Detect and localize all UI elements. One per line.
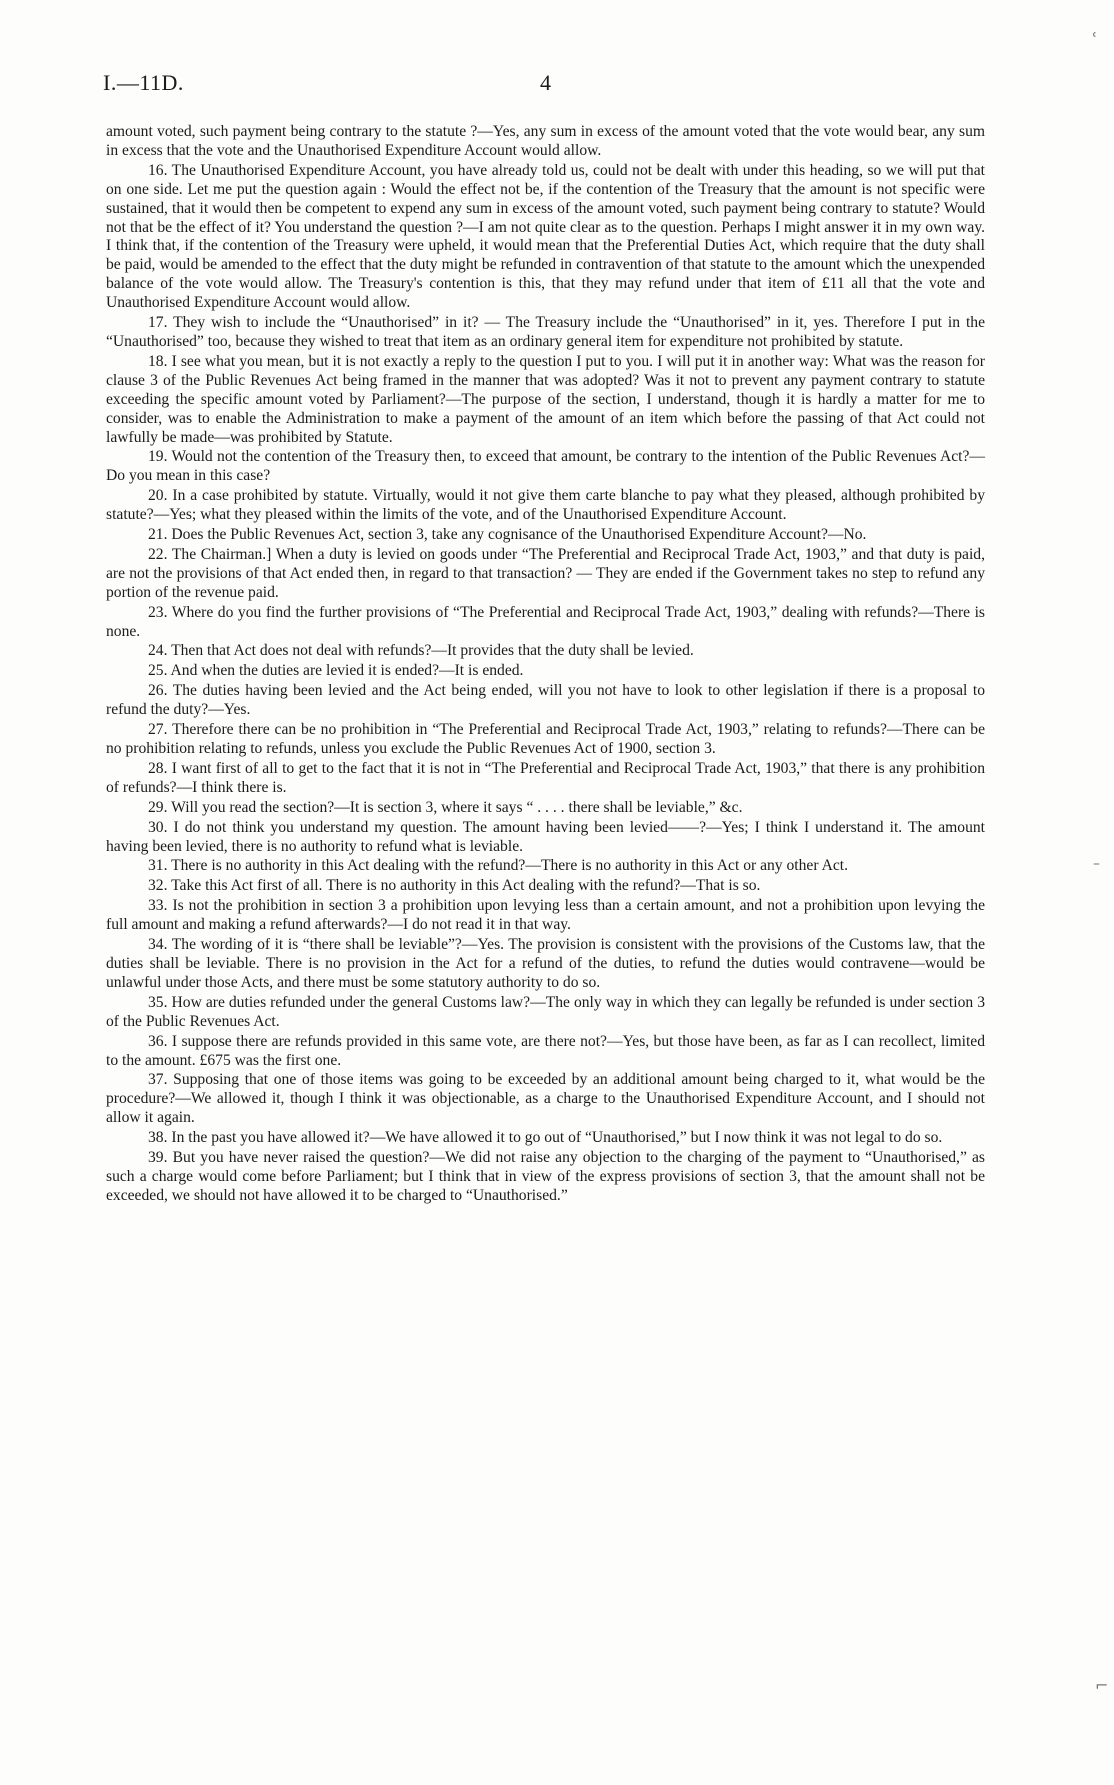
paragraph-continuation: amount voted, such payment being contrary to the statute ?—Yes, any sum in excess of the amount voted that the vote would bear, any sum in excess that the vote and the Unauthorised Expenditure Account would allow. (106, 123, 985, 159)
question-27: 27. Therefore there can be no prohibition in “The Preferential and Reciprocal Trade Act, 1903,” relating to refunds?—There can be no prohibition relating to refunds, unless you exclude the Public Revenues Act of 1900, section 3. (106, 721, 985, 757)
question-39: 39. But you have never raised the question?—We did not raise any objection to the charging of the payment to “Unauthorised,” as such a charge would come before Parliament; but I think that in view of the express provisions of section 3, that the amount shall not be exceeded, we should not have allowed it to be charged to “Unauthorised.” (106, 1149, 985, 1204)
question-17: 17. They wish to include the “Unauthorised” in it? — The Treasury include the “Unauthorised” in it, yes. Therefore I put in the “Unauthorised” too, because they wished to treat that item as an ordinary general item for expenditure not prohibited by statute. (106, 314, 985, 350)
question-22: 22. The Chairman.] When a duty is levied on goods under “The Preferential and Reciprocal Trade Act, 1903,” and that duty is paid, are not the provisions of that Act ended then, in regard to that transaction? — They are ended if the Government takes no step to refund any portion of the revenue paid. (106, 545, 985, 601)
question-33: 33. Is not the prohibition in section 3 a prohibition upon levying less than a certain amount, and not a prohibition upon levying the full amount and making a refund afterwards?—I do not read it in that way. (106, 897, 985, 934)
question-34: 34. The wording of it is “there shall be leviable”?—Yes. The provision is consistent with the provisions of the Customs law, that the duties shall be leviable. There is no provision in the Act for a refund of the duties, to refund the duties would contravene—would be unlawful under those Acts, and there must be some statutory authority to do so. (106, 936, 985, 991)
question-37: 37. Supposing that one of those items was going to be exceeded by an additional amount being charged to it, what would be the procedure?—We allowed it, though I think it was objectionable, as a charge to the Unauthorised Expenditure Account, and I should not allow it again. (106, 1071, 985, 1127)
scan-mark-mid: – (1093, 856, 1100, 872)
question-19: 19. Would not the contention of the Treasury then, to exceed that amount, be contrary to the intention of the Public Revenues Act?—Do you mean in this case? (106, 448, 985, 485)
question-20: 20. In a case prohibited by statute. Virtually, would it not give them carte blanche to pay what they pleased, although prohibited by statute?—Yes; what they pleased within the limits of the vote, and of the Unauthorised Expenditure Account. (106, 487, 985, 524)
page-number: 4 (540, 70, 551, 95)
question-31: 31. There is no authority in this Act dealing with the refund?—There is no authority in this Act or any other Act. (148, 857, 848, 875)
question-29: 29. Will you read the section?—It is section 3, where it says “ . . . . there shall be leviable,” &c. (148, 798, 743, 816)
question-16: 16. The Unauthorised Expenditure Account, you have already told us, could not be dealt with under this heading, so we will put that on one side. Let me put the question again : Would the effect not be, if the contention of the Treasury that the amount is not specific were sustained, that it would then be competent to expend any sum in excess of the amount voted, such payment being contrary to statute? Would not that be the effect of it? You understand the question ?—I am not quite clear as to the question. Perhaps I might answer it in my own way. I think that, if the contention of the Treasury were upheld, it would mean that the Preferential Duties Act, which require that the duty shall be paid, would be amended to the effect that the duty might be refunded in contravention of that statute to the amount which the unexpended balance of the vote would allow. The Treasury's contention is this, that they may refund under that item of £11 all that the vote and Unauthorised Expenditure Account would allow. (106, 161, 985, 312)
scan-mark-top: ʿ (1092, 30, 1098, 51)
question-28: 28. I want first of all to get to the fact that it is not in “The Preferential and Reciprocal Trade Act, 1903,” that there is any prohibition of refunds?—I think there is. (106, 759, 985, 796)
question-32: 32. Take this Act first of all. There is no authority in this Act dealing with the refund?—That is so. (148, 877, 761, 895)
question-21: 21. Does the Public Revenues Act, section 3, take any cognisance of the Unauthorised Expenditure Account?—No. (148, 526, 867, 544)
question-23: 23. Where do you find the further provisions of “The Preferential and Reciprocal Trade Act, 1903,” dealing with refunds?—There is none. (106, 603, 985, 640)
page-header (103, 70, 983, 100)
document-reference: I.—11D. (103, 70, 184, 95)
question-24: 24. Then that Act does not deal with refunds?—It provides that the duty shall be levied. (148, 642, 694, 660)
question-35: 35. How are duties refunded under the general Customs law?—The only way in which they can legally be refunded is under section 3 of the Public Revenues Act. (106, 993, 985, 1030)
question-26: 26. The duties having been levied and the Act being ended, will you not have to look to other legislation if there is a proposal to refund the duty?—Yes. (106, 682, 985, 719)
question-25: 25. And when the duties are levied it is ended?—It is ended. (148, 662, 524, 680)
scan-mark-bottom: ⌐ (1095, 1676, 1109, 1695)
question-30: 30. I do not think you understand my question. The amount having been levied——?—Yes; I think I understand it. The amount having been levied, there is no authority to refund what is leviable. (106, 818, 985, 855)
question-36: 36. I suppose there are refunds provided in this same vote, are there not?—Yes, but those have been, as far as I can recollect, limited to the amount. £675 was the first one. (106, 1032, 985, 1069)
question-38: 38. In the past you have allowed it?—We have allowed it to go out of “Unauthorised,” but I now think it was not legal to do so. (148, 1129, 943, 1147)
document-body (106, 123, 985, 1207)
question-18: 18. I see what you mean, but it is not exactly a reply to the question I put to you. I will put it in another way: What was the reason for clause 3 of the Public Revenues Act being framed in the manner that was adopted? Was it not to prevent any payment contrary to statute exceeding the specific amount voted by Parliament?—The purpose of the section, I understand, though it is hardly a matter for me to consider, was to enable the Administration to make a payment of the amount of an item which before the passing of that Act could not lawfully be made—was prohibited by Statute. (106, 352, 985, 446)
